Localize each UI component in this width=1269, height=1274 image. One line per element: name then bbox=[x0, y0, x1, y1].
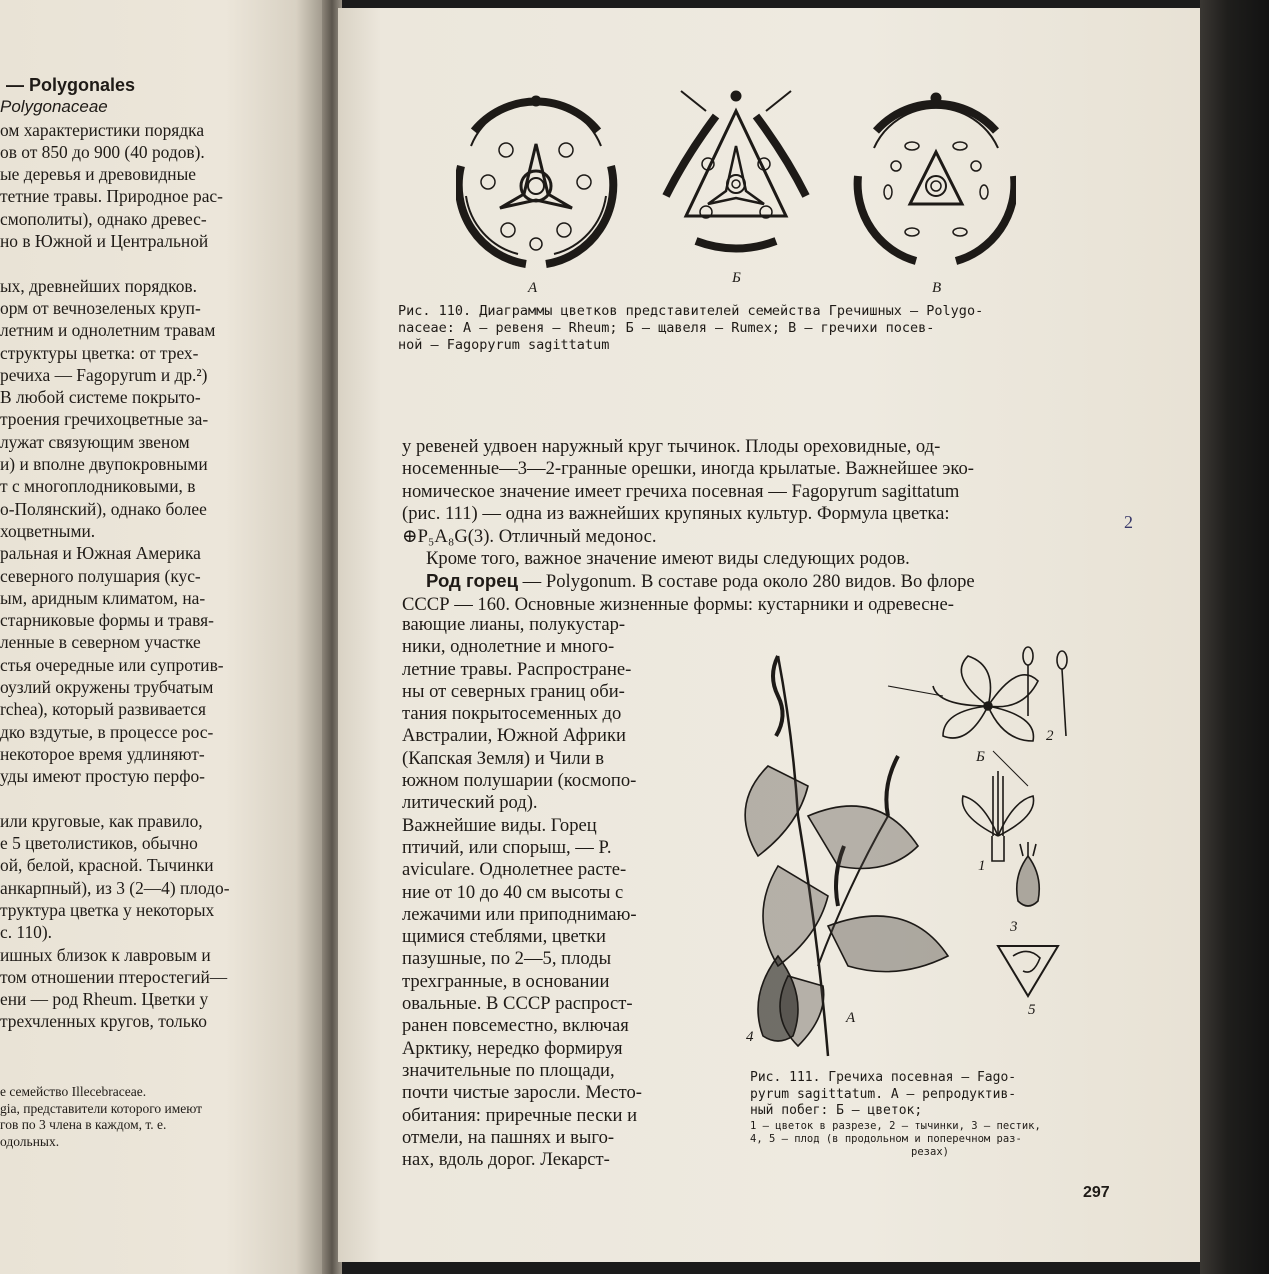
left-page-line: некоторое время удлиняют- bbox=[0, 743, 205, 764]
main-line: Кроме того, важное значение имеют виды следующих родов. bbox=[426, 548, 910, 570]
column-line: летние травы. Распростране- bbox=[402, 658, 632, 680]
left-heading-order: — Polygonales bbox=[6, 75, 136, 95]
left-page-line bbox=[0, 788, 300, 810]
left-page-line: том отношении птеростегий— bbox=[0, 966, 228, 987]
column-line: Важнейшие виды. Горец bbox=[402, 814, 597, 836]
flower-formula-line: ⊕P₅A₈G(3). Отличный медонос. bbox=[402, 525, 657, 547]
left-page-line: но в Южной и Центральной bbox=[0, 231, 209, 252]
left-page-text bbox=[0, 74, 300, 1033]
left-page-line: троения гречихоцветные за- bbox=[0, 409, 209, 430]
left-page-line: и) и вполне двупокровными bbox=[0, 454, 208, 475]
left-footnote-line: е семейство Illecebraceae. bbox=[0, 1084, 147, 1099]
genus-line bbox=[402, 570, 1102, 593]
left-page-line: ишных близок к лавровым и bbox=[0, 944, 211, 965]
left-footnote-line: одольных. bbox=[0, 1133, 60, 1149]
label-a: А bbox=[846, 1010, 856, 1026]
genus-heading: Род горец bbox=[426, 570, 519, 592]
column-line: литический род). bbox=[402, 792, 538, 814]
main-line: номическое значение имеет гречиха посевная — Fagopyrum sagittatum bbox=[402, 480, 960, 502]
column-line: Арктику, нередко формируя bbox=[402, 1037, 623, 1059]
column-line: ны от северных границ оби- bbox=[402, 680, 625, 702]
figure-111-buckwheat bbox=[738, 636, 1108, 1066]
column-line: обитания: приречные пески и bbox=[402, 1104, 638, 1126]
caption-111-legend: резах) bbox=[911, 1145, 949, 1158]
flower-section-drawing bbox=[962, 771, 1033, 861]
left-page-line: структуры цветка: от трех- bbox=[0, 342, 199, 363]
diagram-b bbox=[666, 91, 806, 249]
label-4: 4 bbox=[746, 1029, 754, 1045]
caption-111-legend: 1 — цветок в разрезе, 2 — тычинки, 3 — пестик, bbox=[750, 1119, 1041, 1132]
column-line: тания покрытосеменных до bbox=[402, 703, 622, 725]
column-line: лежачими или приподнимаю- bbox=[402, 903, 637, 925]
left-page-line: т с многоплодниковыми, в bbox=[0, 476, 196, 497]
column-line: почти чистые заросли. Место- bbox=[402, 1082, 642, 1104]
left-footnotes bbox=[0, 1084, 300, 1150]
label-2: 2 bbox=[1046, 728, 1054, 744]
main-line: у ревеней удвоен наружный круг тычинок. Плоды ореховидные, од- bbox=[402, 436, 941, 457]
label-b: Б bbox=[976, 749, 985, 765]
genus-rest: — Polygonum. В составе рода около 280 видов. Во флоре bbox=[518, 571, 975, 593]
left-page-line: оузлий окружены трубчатым bbox=[0, 677, 214, 698]
pistil-drawing bbox=[1017, 842, 1040, 906]
left-page-line: смополиты), однако древес- bbox=[0, 208, 207, 229]
caption-110-line: naceae: А — ревеня — Rheum; Б — щавеля — Rumex; В — гречихи посев- bbox=[398, 320, 935, 336]
left-page bbox=[0, 0, 322, 1274]
figure-110-diagrams bbox=[456, 86, 1016, 296]
column-line: трехгранные, в основании bbox=[402, 970, 610, 992]
left-page-line: старниковые формы и травя- bbox=[0, 610, 214, 631]
label-1: 1 bbox=[978, 858, 986, 874]
column-line: птичий, или спорыш, — P. bbox=[402, 836, 612, 858]
left-page-line: летним и однолетним травам bbox=[0, 320, 216, 341]
column-line: южном полушарии (космопо- bbox=[402, 770, 637, 792]
left-page-line: В любой системе покрыто- bbox=[0, 387, 201, 408]
left-page-line: ов от 850 до 900 (40 родов). bbox=[0, 141, 205, 162]
left-page-line: лужат связующим звеном bbox=[0, 431, 190, 452]
left-page-line bbox=[0, 252, 300, 274]
column-line: ние от 10 до 40 см высоты с bbox=[402, 881, 624, 903]
left-page-line: речиха — Fagopyrum и др.²) bbox=[0, 364, 208, 385]
column-line: отмели, на пашнях и выго- bbox=[402, 1126, 615, 1148]
main-line: СССР — 160. Основные жизненные формы: кустарники и одревесне- bbox=[402, 593, 954, 615]
flower-diagrams-svg bbox=[456, 86, 1016, 296]
column-line: пазушные, по 2—5, плоды bbox=[402, 948, 612, 970]
figure-110-caption bbox=[398, 303, 1096, 354]
left-page-line: тетние травы. Природное рас- bbox=[0, 186, 223, 207]
left-footnote-line: gia, представители которого имеют bbox=[0, 1100, 203, 1116]
left-page-line: труктура цветка у некоторых bbox=[0, 899, 215, 920]
left-page-line: ом характеристики порядка bbox=[0, 119, 205, 140]
left-page-line: дко вздутые, в процессе рос- bbox=[0, 721, 214, 742]
main-text bbox=[402, 436, 1102, 616]
left-page-line: орм от вечнозеленых круп- bbox=[0, 297, 201, 318]
stamens-drawing bbox=[1023, 647, 1067, 736]
column-line: Австралии, Южной Африки bbox=[402, 725, 626, 747]
left-page-line: анкарпный), из 3 (2—4) плодо- bbox=[0, 877, 230, 898]
diagram-label-b: Б bbox=[732, 270, 741, 286]
buckwheat-illustration-svg bbox=[738, 636, 1108, 1066]
left-page-line: ой, белой, красной. Тычинки bbox=[0, 855, 214, 876]
book-edge-shadow bbox=[1200, 0, 1269, 1274]
caption-111-legend: 4, 5 — плод (в продольном и поперечном раз- bbox=[750, 1132, 1022, 1145]
left-page-line: уды имеют простую перфо- bbox=[0, 766, 205, 787]
right-page bbox=[338, 8, 1200, 1262]
left-page-line: ленные в северном участке bbox=[0, 632, 201, 653]
column-text bbox=[402, 614, 718, 1171]
left-page-line: ым, аридным климатом, на- bbox=[0, 587, 206, 608]
left-page-line: ых, древнейших порядков. bbox=[0, 275, 197, 296]
fruit-longitudinal-drawing bbox=[758, 956, 798, 1041]
label-3: 3 bbox=[1010, 919, 1018, 935]
diagram-label-a: А bbox=[528, 280, 538, 296]
page-number: 297 bbox=[1083, 1184, 1110, 1201]
flower-b-drawing bbox=[933, 656, 1038, 741]
left-page-line: ральная и Южная Америка bbox=[0, 543, 201, 564]
left-page-line: с. 110). bbox=[0, 922, 52, 943]
left-page-line: ени — род Rheum. Цветки у bbox=[0, 989, 209, 1010]
fruit-cross-section-drawing bbox=[998, 946, 1058, 996]
label-5: 5 bbox=[1028, 1002, 1036, 1018]
left-page-line: ые деревья и древовидные bbox=[0, 164, 197, 185]
column-line: ранен повсеместно, включая bbox=[402, 1015, 629, 1037]
left-page-line: хоцветными. bbox=[0, 520, 96, 541]
figure-111-caption bbox=[750, 1070, 1110, 1159]
column-line: щимися стеблями, цветки bbox=[402, 926, 606, 948]
caption-111-line: ный побег: Б — цветок; bbox=[750, 1103, 923, 1118]
left-page-line: rchea), который развивается bbox=[0, 699, 207, 720]
left-page-line: или круговые, как правило, bbox=[0, 810, 203, 831]
caption-111-line: pyrum sagittatum. А — репродуктив- bbox=[750, 1086, 1017, 1102]
left-page-line: северного полушария (кус- bbox=[0, 565, 201, 586]
caption-110-line: Рис. 110. Диаграммы цветков представителей семейства Гречишных — Polygo- bbox=[398, 303, 984, 319]
column-line: значительные по площади, bbox=[402, 1059, 615, 1081]
margin-pencil-mark: 2 bbox=[1124, 512, 1133, 532]
main-line: носеменные—3—2-гранные орешки, иногда крылатые. Важнейшее эко- bbox=[402, 458, 974, 480]
caption-111-line: Рис. 111. Гречиха посевная — Fago- bbox=[750, 1070, 1017, 1085]
left-page-line: стья очередные или супротив- bbox=[0, 654, 224, 675]
diagram-label-c: В bbox=[932, 280, 942, 296]
column-line: (Капская Земля) и Чили в bbox=[402, 747, 605, 769]
column-line: вающие лианы, полукустар- bbox=[402, 614, 626, 635]
column-line: ники, однолетние и много- bbox=[402, 636, 615, 658]
caption-110-line: ной — Fagopyrum sagittatum bbox=[398, 337, 610, 353]
column-line: aviculare. Однолетнее расте- bbox=[402, 859, 627, 881]
left-footnote-line: гов по 3 члена в каждом, т. е. bbox=[0, 1117, 167, 1132]
left-heading-family: Polygonaceae bbox=[0, 97, 108, 117]
main-line: (рис. 111) — одна из важнейших крупяных культур. Формула цветка: bbox=[402, 503, 950, 525]
column-line: нах, вдоль дорог. Лекарст- bbox=[402, 1149, 610, 1171]
left-page-line: о-Полянский), однако более bbox=[0, 498, 207, 519]
diagram-a bbox=[459, 96, 614, 264]
left-page-line: трехчленных кругов, только bbox=[0, 1011, 207, 1032]
column-line: овальные. В СССР распрост- bbox=[402, 993, 633, 1015]
diagram-c bbox=[858, 93, 1015, 261]
left-page-line: е 5 цветолистиков, обычно bbox=[0, 833, 198, 854]
